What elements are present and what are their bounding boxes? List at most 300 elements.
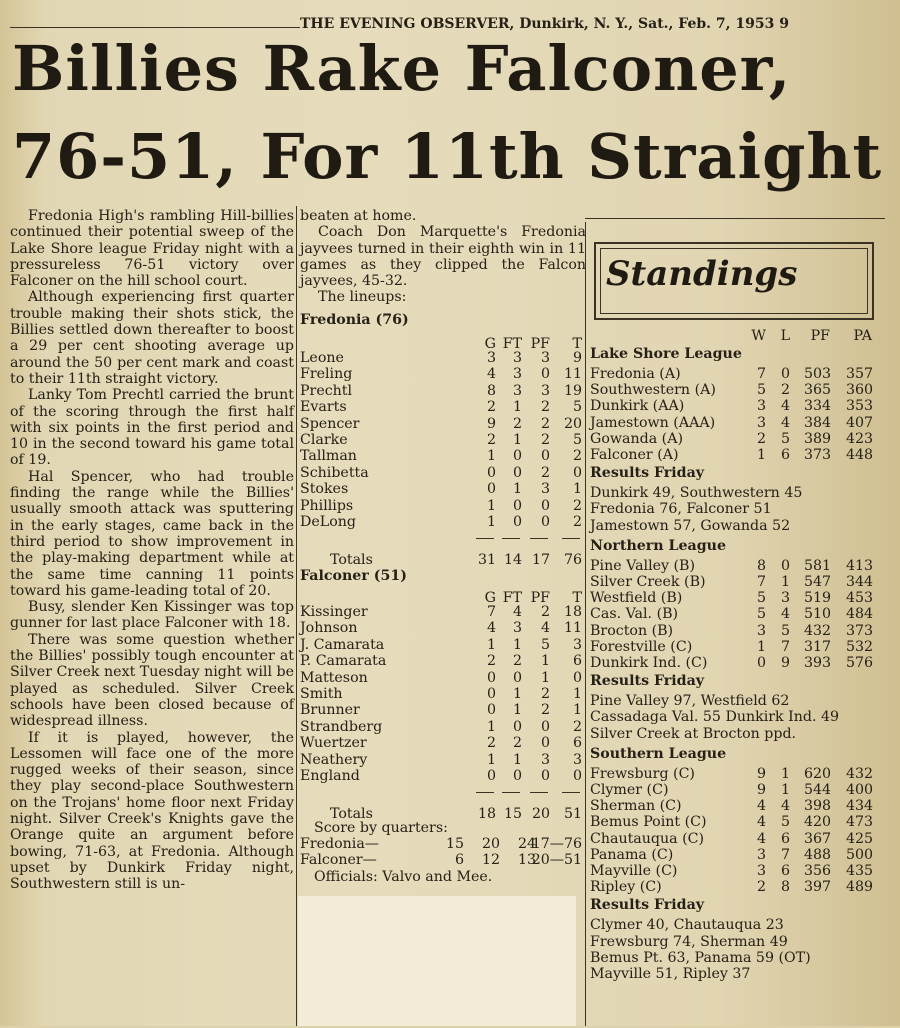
stat-value: 5: [540, 636, 550, 653]
story-paragraph: Busy, slender Ken Kissinger was top gunner for last place Falconer with 18.: [10, 599, 294, 632]
player-row: [300, 670, 586, 686]
stat-value: 1: [512, 686, 522, 702]
standings-value: 365: [804, 382, 832, 399]
standings-value: 432: [846, 765, 874, 782]
box-col-header: T: [572, 336, 582, 352]
box-score: [300, 312, 586, 902]
stat-value: 2: [572, 718, 582, 735]
story-cont-line: beaten at home.: [300, 208, 417, 224]
standings-value: 4: [780, 606, 790, 623]
stat-value: 0: [486, 669, 496, 686]
player-name: Leone: [300, 350, 344, 366]
stat-value: 1: [512, 636, 522, 653]
story-paragraph: Hal Spencer, who had trouble finding the range while the Billies' usually smooth attack was sputtering in the early stages, came back in the third period to show improvement in the play-making department while at the same time canning 11 points toward his game-leading total of 20.: [10, 468, 294, 599]
standings-value: 2: [756, 879, 766, 896]
standings-row: [590, 606, 890, 622]
quarter-score: 20: [481, 836, 500, 852]
team-name: Forestville (C): [590, 638, 693, 655]
standings-value: 4: [756, 830, 766, 847]
standings-value: 519: [804, 590, 832, 607]
total-rule: [562, 792, 580, 793]
quarters-label: Score by quarters:: [314, 820, 448, 836]
league-name: Lake Shore League: [590, 346, 742, 362]
stat-value: 8: [486, 382, 496, 399]
story-paragraph: There was some question whether the Billies' possibly tough encounter at Silver Creek next Tuesday night will be played as scheduled. Silver Creek schools have been closed because of widespread illness.: [10, 631, 294, 730]
result-line: Cassadaga Val. 55 Dunkirk Ind. 49: [590, 709, 840, 726]
standings-row: [590, 590, 890, 606]
standings-row: [590, 766, 890, 782]
player-name: Strandberg: [300, 718, 383, 735]
standings-value: 510: [804, 606, 832, 623]
stat-value: 3: [572, 751, 582, 768]
standings-row: [590, 798, 890, 814]
headline-line-2: 76-51, For 11th Straight: [12, 120, 883, 193]
stat-value: 1: [512, 702, 522, 719]
standings-value: 413: [846, 557, 874, 574]
stat-value: 0: [486, 464, 496, 481]
standings-row: [590, 879, 890, 895]
standings-value: 4: [756, 798, 766, 815]
totals-row: [300, 552, 586, 568]
standings-value: 397: [804, 879, 832, 896]
standings-value: 9: [756, 765, 766, 782]
player-name: Neathery: [300, 751, 368, 768]
player-row: [300, 416, 586, 432]
standings-row: [590, 655, 890, 671]
standings-header-row: [590, 328, 890, 344]
standings-row: [590, 623, 890, 639]
stat-value: 2: [540, 702, 550, 719]
stat-value: 1: [572, 481, 582, 498]
stat-value: 0: [540, 366, 550, 383]
player-row: [300, 752, 586, 768]
stat-value: 9: [486, 415, 496, 432]
standings-value: 547: [804, 574, 832, 590]
standings-value: 488: [804, 846, 832, 863]
standings-value: 6: [780, 830, 790, 847]
standings-row: [590, 558, 890, 574]
quarter-final: 17—76: [531, 836, 582, 852]
stat-value: 0: [540, 448, 550, 465]
team-name: Falconer (51): [300, 568, 407, 584]
player-row: [300, 637, 586, 653]
player-name: Schibetta: [300, 464, 369, 481]
stat-value: 1: [486, 636, 496, 653]
stat-value: 1: [486, 718, 496, 735]
stat-value: 0: [486, 481, 496, 498]
result-line: Frewsburg 74, Sherman 49: [590, 933, 788, 950]
stat-value: 0: [572, 669, 582, 686]
stat-value: 0: [512, 448, 522, 465]
player-name: Kissinger: [300, 604, 368, 620]
total-rule: [530, 538, 548, 539]
standings-value: 432: [804, 622, 832, 639]
stat-value: 1: [540, 653, 550, 670]
league-name: Southern League: [590, 745, 727, 762]
jayvees-paragraph: Coach Don Marquette's Fredonia jayvees turned in their eighth win in 11 games as they clipped the Falcon jayvees, 45-32.: [300, 224, 586, 290]
player-row: [300, 719, 586, 735]
player-name: Prechtl: [300, 382, 353, 399]
stat-value: 4: [540, 620, 550, 637]
stat-value: 0: [512, 514, 522, 530]
standings-value: 5: [780, 814, 790, 831]
headline-line-1: Billies Rake Falconer,: [12, 32, 792, 105]
standings-table: [590, 328, 890, 1028]
standings-row: [590, 863, 890, 879]
stat-value: 4: [512, 604, 522, 620]
standings-value: 448: [846, 447, 874, 463]
stat-value: 0: [486, 686, 496, 702]
player-row: [300, 350, 586, 366]
total-value: 76: [563, 552, 582, 569]
team-name: Dunkirk (AA): [590, 398, 685, 415]
standings-col-header: PF: [810, 328, 830, 344]
lineups-label: The lineups:: [318, 289, 407, 306]
standings-value: 453: [846, 590, 874, 607]
standings-value: 317: [804, 638, 832, 655]
result-line: Dunkirk 49, Southwestern 45: [590, 485, 803, 502]
standings-value: 6: [780, 447, 790, 463]
standings-value: 7: [756, 574, 766, 590]
standings-value: 5: [780, 622, 790, 639]
player-row: [300, 620, 586, 636]
standings-value: 356: [804, 863, 832, 879]
standings-value: 434: [846, 798, 874, 815]
standings-top-rule: [585, 218, 885, 219]
standings-value: 3: [756, 398, 766, 415]
stat-value: 11: [563, 620, 582, 637]
stat-value: 3: [512, 366, 522, 383]
standings-value: 5: [780, 430, 790, 447]
standings-value: 353: [846, 398, 874, 415]
story-column: [10, 208, 294, 892]
standings-value: 7: [756, 366, 766, 382]
masthead-rule: [10, 27, 300, 28]
team-name: Clymer (C): [590, 782, 669, 798]
stat-value: 2: [572, 448, 582, 465]
standings-value: 532: [846, 638, 874, 655]
standings-value: 500: [846, 846, 874, 863]
standings-value: 9: [780, 655, 790, 671]
stat-value: 2: [486, 432, 496, 448]
player-name: J. Camarata: [300, 636, 385, 653]
stat-value: 0: [512, 768, 522, 784]
story-paragraph: Although experiencing first quarter trouble making their shots stick, the Billies settled down thereafter to boost a 29 per cent shooting average up around the 50 per cent mark and coast to their 11th straight victory.: [10, 289, 294, 387]
stat-value: 2: [540, 432, 550, 448]
story-paragraph: If it is played, however, the Lessomen will face one of the more rugged weeks of their season, since they play second-place Southwestern on the Trojans' home floor next Friday night. Silver Creek's Knights gave the Orange quite an argument before bowing, 71-63, at Fredonia. Although upset by Dunkirk Friday night, Southwestern still is un-: [10, 729, 294, 893]
player-name: Phillips: [300, 497, 354, 514]
stat-value: 2: [572, 497, 582, 514]
standings-value: 373: [804, 447, 832, 463]
player-name: DeLong: [300, 514, 356, 530]
stat-value: 3: [512, 620, 522, 637]
team-name: Panama (C): [590, 846, 674, 863]
stat-value: 2: [540, 604, 550, 620]
quarter-row: [300, 836, 586, 852]
standings-value: 334: [804, 398, 832, 415]
total-rule: [476, 538, 494, 539]
officials: Officials: Valvo and Mee.: [314, 869, 493, 885]
player-row: [300, 399, 586, 415]
stat-value: 6: [572, 735, 582, 752]
stat-value: 1: [512, 481, 522, 498]
stat-value: 2: [540, 415, 550, 432]
player-row: [300, 514, 586, 530]
standings-value: 1: [780, 765, 790, 782]
team-name: Frewsburg (C): [590, 765, 695, 782]
standings-value: 503: [804, 366, 832, 382]
box-col-header: T: [572, 590, 582, 606]
stat-value: 1: [512, 399, 522, 416]
story-paragraph: Lanky Tom Prechtl carried the brunt of the scoring through the first half with six points in the first period and 10 in the second toward his game total of 19.: [10, 387, 294, 469]
player-name: Brunner: [300, 702, 360, 719]
standings-value: 2: [756, 430, 766, 447]
stat-value: 0: [512, 669, 522, 686]
standings-row: [590, 574, 890, 590]
quarter-score: 12: [481, 852, 500, 869]
standings-value: 435: [846, 863, 874, 879]
standings-value: 473: [846, 814, 874, 831]
stat-value: 0: [512, 497, 522, 514]
stat-value: 9: [572, 350, 582, 366]
results-label: Results Friday: [590, 897, 705, 914]
stat-value: 0: [486, 702, 496, 719]
standings-value: 423: [846, 430, 874, 447]
player-name: Tallman: [300, 448, 357, 465]
standings-value: 1: [780, 574, 790, 590]
result-line: Bemus Pt. 63, Panama 59 (OT): [590, 949, 811, 966]
player-row: [300, 465, 586, 481]
standings-value: 1: [756, 638, 766, 655]
player-row: [300, 735, 586, 751]
total-rule: [502, 792, 520, 793]
total-value: 31: [477, 552, 496, 569]
player-name: Freling: [300, 366, 353, 383]
standings-value: 4: [780, 398, 790, 415]
standings-row: [590, 431, 890, 447]
standings-value: 4: [780, 798, 790, 815]
stat-value: 5: [572, 432, 582, 448]
stat-value: 1: [572, 702, 582, 719]
standings-value: 9: [756, 782, 766, 798]
standings-row: [590, 831, 890, 847]
quarter-row: [300, 852, 586, 868]
team-name: Sherman (C): [590, 798, 682, 815]
player-name: Stokes: [300, 481, 349, 498]
team-name: Gowanda (A): [590, 430, 683, 447]
standings-row: [590, 382, 890, 398]
standings-col-header: W: [751, 328, 766, 344]
player-row: [300, 383, 586, 399]
result-line: Mayville 51, Ripley 37: [590, 966, 751, 982]
stat-value: 2: [486, 735, 496, 752]
standings-value: 0: [780, 557, 790, 574]
box-col-header: FT: [502, 590, 522, 606]
standings-value: 0: [756, 655, 766, 671]
player-row: [300, 604, 586, 620]
standings-value: 6: [780, 863, 790, 879]
result-line: Silver Creek at Brocton ppd.: [590, 725, 797, 742]
team-name: Southwestern (A): [590, 382, 716, 399]
story-continuation: [300, 208, 586, 306]
total-rule: [530, 792, 548, 793]
standings-value: 393: [804, 655, 832, 671]
stat-value: 0: [512, 718, 522, 735]
total-value: 20: [531, 806, 550, 823]
stat-value: 1: [486, 448, 496, 465]
standings-row: [590, 814, 890, 830]
team-name: Fredonia (A): [590, 366, 681, 382]
stat-value: 5: [572, 399, 582, 416]
standings-value: 400: [846, 782, 874, 798]
team-name: Mayville (C): [590, 863, 678, 879]
player-row: [300, 768, 586, 784]
stat-value: 0: [512, 464, 522, 481]
stat-value: 2: [540, 399, 550, 416]
player-row: [300, 686, 586, 702]
team-name: Dunkirk Ind. (C): [590, 655, 708, 671]
stat-value: 2: [512, 415, 522, 432]
standings-value: 398: [804, 798, 832, 815]
total-rule: [562, 538, 580, 539]
stat-value: 1: [486, 514, 496, 530]
standings-value: 389: [804, 430, 832, 447]
results-label: Results Friday: [590, 465, 705, 482]
standings-row: [590, 366, 890, 382]
story-paragraph: Fredonia High's rambling Hill-billies continued their potential sweep of the Lake Shore league Friday night with a pressureless 76-51 victory over Falconer on the hill school court.: [10, 208, 294, 290]
standings-value: 373: [846, 622, 874, 639]
player-row: [300, 481, 586, 497]
stat-value: 18: [563, 604, 582, 620]
stat-value: 0: [572, 768, 582, 784]
player-name: Clarke: [300, 432, 348, 448]
stat-value: 1: [512, 751, 522, 768]
total-rule: [476, 792, 494, 793]
player-row: [300, 366, 586, 382]
team-name: Chautauqua (C): [590, 830, 704, 847]
team-name: Silver Creek (B): [590, 574, 706, 590]
standings-value: 425: [846, 830, 874, 847]
stat-value: 3: [540, 481, 550, 498]
total-value: 17: [531, 552, 550, 569]
standings-value: 581: [804, 557, 832, 574]
standings-value: 7: [780, 846, 790, 863]
standings-value: 576: [846, 655, 874, 671]
quarter-score: 6: [454, 852, 464, 869]
standings-value: 4: [756, 814, 766, 831]
standings-title: Standings: [606, 254, 798, 294]
standings-col-header: L: [780, 328, 790, 344]
box-col-header: FT: [502, 336, 522, 352]
standings-value: 484: [846, 606, 874, 623]
stat-value: 2: [486, 653, 496, 670]
stat-value: 3: [486, 350, 496, 366]
box-col-header: G: [484, 590, 496, 606]
stat-value: 7: [486, 604, 496, 620]
team-name: Brocton (B): [590, 622, 674, 639]
standings-row: [590, 447, 890, 463]
standings-value: 3: [756, 846, 766, 863]
total-rule: [502, 538, 520, 539]
stat-value: 1: [486, 751, 496, 768]
player-name: P. Camarata: [300, 653, 387, 670]
totals-label: Totals: [330, 806, 373, 823]
standings-col-header: PA: [853, 328, 872, 344]
total-value: 14: [503, 552, 522, 569]
blank-clipping-area: [298, 896, 576, 1026]
result-line: Fredonia 76, Falconer 51: [590, 501, 772, 518]
quarter-score: 15: [445, 836, 464, 852]
stat-value: 3: [512, 382, 522, 399]
total-value: 51: [563, 806, 582, 823]
stat-value: 11: [563, 366, 582, 383]
player-name: Johnson: [300, 620, 358, 637]
stat-value: 2: [572, 514, 582, 530]
box-col-header: G: [484, 336, 496, 352]
standings-value: 5: [756, 382, 766, 399]
standings-value: 8: [780, 879, 790, 896]
stat-value: 3: [540, 382, 550, 399]
standings-value: 344: [846, 574, 874, 590]
team-name: Ripley (C): [590, 879, 662, 896]
standings-value: 3: [756, 622, 766, 639]
standings-value: 544: [804, 782, 832, 798]
stat-value: 2: [540, 686, 550, 702]
quarter-score: 24: [517, 836, 536, 852]
stat-value: 1: [572, 686, 582, 702]
totals-label: Totals: [330, 552, 373, 569]
standings-value: 360: [846, 382, 874, 399]
stat-value: 3: [572, 636, 582, 653]
standings-value: 384: [804, 414, 832, 431]
standings-value: 3: [780, 590, 790, 607]
column-rule-1: [296, 206, 297, 1026]
quarter-team: Fredonia—: [300, 836, 379, 852]
standings-value: 407: [846, 414, 874, 431]
stat-value: 0: [540, 718, 550, 735]
team-name: Falconer (A): [590, 447, 679, 463]
team-name: Jamestown (AAA): [590, 414, 716, 431]
stat-value: 2: [512, 735, 522, 752]
stat-value: 0: [540, 497, 550, 514]
standings-value: 5: [756, 606, 766, 623]
player-row: [300, 432, 586, 448]
stat-value: 0: [540, 768, 550, 784]
total-value: 18: [477, 806, 496, 823]
player-row: [300, 653, 586, 669]
stat-value: 2: [486, 399, 496, 416]
team-name: Westfield (B): [590, 590, 683, 607]
standings-value: 489: [846, 879, 874, 896]
player-name: Spencer: [300, 415, 360, 432]
result-line: Jamestown 57, Gowanda 52: [590, 517, 791, 534]
quarter-score: 13: [517, 852, 536, 869]
standings-value: 367: [804, 830, 832, 847]
player-name: Smith: [300, 686, 343, 702]
stat-value: 3: [540, 350, 550, 366]
standings-row: [590, 415, 890, 431]
player-name: Evarts: [300, 399, 347, 416]
player-row: [300, 702, 586, 718]
league-name: Northern League: [590, 537, 726, 554]
result-line: Pine Valley 97, Westfield 62: [590, 693, 790, 710]
box-col-header: PF: [530, 336, 550, 352]
standings-value: 620: [804, 765, 832, 782]
stat-value: 3: [512, 350, 522, 366]
box-col-header: PF: [530, 590, 550, 606]
player-name: Wuertzer: [300, 735, 367, 752]
team-name: Cas. Val. (B): [590, 606, 679, 623]
